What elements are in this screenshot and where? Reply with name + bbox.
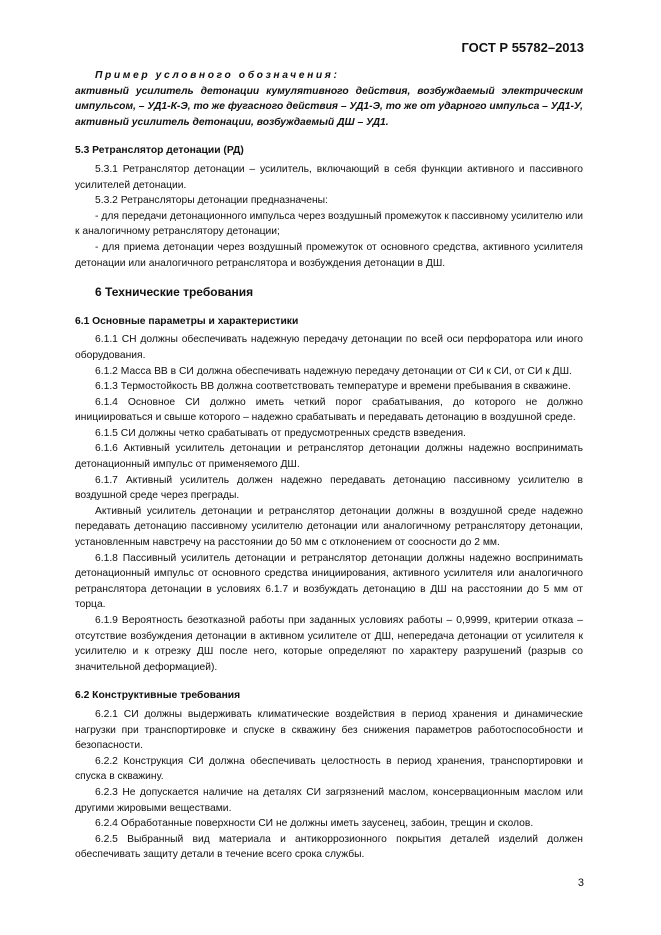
paragraph-6-2-2: 6.2.2 Конструкция СИ должна обеспечивать целостность в период хранения, транспортировки и спуска в скважину. [75, 755, 583, 783]
paragraph-6-1-9: 6.1.9 Вероятность безотказной работы при заданных условиях работы – 0,9999, критерии отказа – отсутствие возбуждения детонации в активном усилителе от ДШ, непередача детонации от усилителя к усилителю и к отрезку ДШ после него, которые определяют по характеру разрушений (разрыв со значительной деформацией). [75, 615, 583, 673]
paragraph-6-1-7-cont: Активный усилитель детонации и ретранслятор детонации должны в воздушной среде надежно передавать детонацию пассивному усилителю детонации или аналогичному ретранслятору детонации, установленным навстречу на расстоянии до 50 мм с отклонением от соосности до 2 мм. [75, 505, 583, 549]
paragraph-6-2-1: 6.2.1 СИ должны выдерживать климатические воздействия в период хранения и динамические нагрузки при транспортировке и спуске в скважину без снижения параметров работоспособности и безопасности. [75, 708, 583, 752]
paragraph-6-2-4: 6.2.4 Обработанные поверхности СИ не должны иметь заусенец, забоин, трещин и сколов. [95, 818, 534, 830]
paragraph-5-3-2: 5.3.2 Ретрансляторы детонации предназначены: [95, 195, 328, 207]
section-title-6: 6 Технические требования [95, 285, 254, 300]
example-body: активный усилитель детонации кумулятивного действия, возбуждаемый электрическим импульсом, – УД1-К-Э, то же фугасного действия – УД1-Э, то же от ударного импульса – УД1-У, активный усилитель детонации, возбуждаемый ДШ – УД1. [75, 85, 583, 128]
paragraph-6-1-6: 6.1.6 Активный усилитель детонации и ретранслятор детонации должны надежно воспринимать детонационный импульс от применяемого ДШ. [75, 443, 583, 471]
section-title-5-3: 5.3 Ретранслятор детонации (РД) [75, 145, 244, 157]
paragraph-6-1-1: 6.1.1 СН должны обеспечивать надежную передачу детонации по всей оси перфоратора или иного оборудования. [75, 334, 583, 361]
paragraph-6-1-7: 6.1.7 Активный усилитель должен надежно передавать детонацию пассивному усилителю в воздушной среде через преграды. [75, 474, 583, 502]
paragraph-6-1-8: 6.1.8 Пассивный усилитель детонации и ретранслятор детонации должны надежно воспринимать детонационный импульс от основного средства инициирования, активного усилителя или аналогичного ретранслятора детонации в условиях 6.1.7 и возбуждать детонацию в ДШ на расстоянии до 5 мм от торца. [75, 552, 583, 611]
example-label: Пример условного обозначения: [95, 70, 340, 81]
section-title-6-1: 6.1 Основные параметры и характеристики [75, 315, 299, 327]
paragraph-6-1-5: 6.1.5 СИ должны четко срабатывать от предусмотренных средств взведения. [95, 427, 466, 439]
paragraph-5-3-1: 5.3.1 Ретранслятор детонации – усилитель, включающий в себя функции активного и пассивного усилителей детонации. [75, 163, 583, 191]
document-body [75, 68, 583, 863]
section-title-6-2: 6.2 Конструктивные требования [75, 690, 241, 702]
paragraph-6-2-5: 6.2.5 Выбранный вид материала и антикоррозионного покрытия деталей изделий должен обеспечивать защиту детали в течение всего срока службы. [75, 833, 583, 861]
paragraph-6-1-3: 6.1.3 Термостойкость ВВ должна соответствовать температуре и времени пребывания в скважине. [95, 381, 571, 393]
page-number: 3 [577, 877, 584, 889]
paragraph-6-1-4: 6.1.4 Основное СИ должно иметь четкий порог срабатывания, до которого не должно инициироваться и свыше которого – надежно срабатывать и передавать детонацию в воздушной среде. [75, 396, 583, 424]
list-item: - для передачи детонационного импульса через воздушный промежуток к пассивному усилителю или к аналогичному ретранслятору детонации; [75, 210, 583, 238]
list-item: - для приема детонации через воздушный промежуток от основного средства, активного усилителя детонации или аналогичного ретранслятора и возбуждения детонации в ДШ. [75, 241, 583, 269]
example-block [75, 68, 583, 130]
paragraph-6-2-3: 6.2.3 Не допускается наличие на деталях СИ загрязнений маслом, консервационным маслом или другими жировыми веществами. [75, 786, 583, 814]
paragraph-6-1-2: 6.1.2 Масса ВВ в СИ должна обеспечивать надежную передачу детонации от СИ к СИ, от СИ к ДШ. [95, 365, 572, 377]
doc-code: ГОСТ Р 55782–2013 [461, 40, 584, 55]
